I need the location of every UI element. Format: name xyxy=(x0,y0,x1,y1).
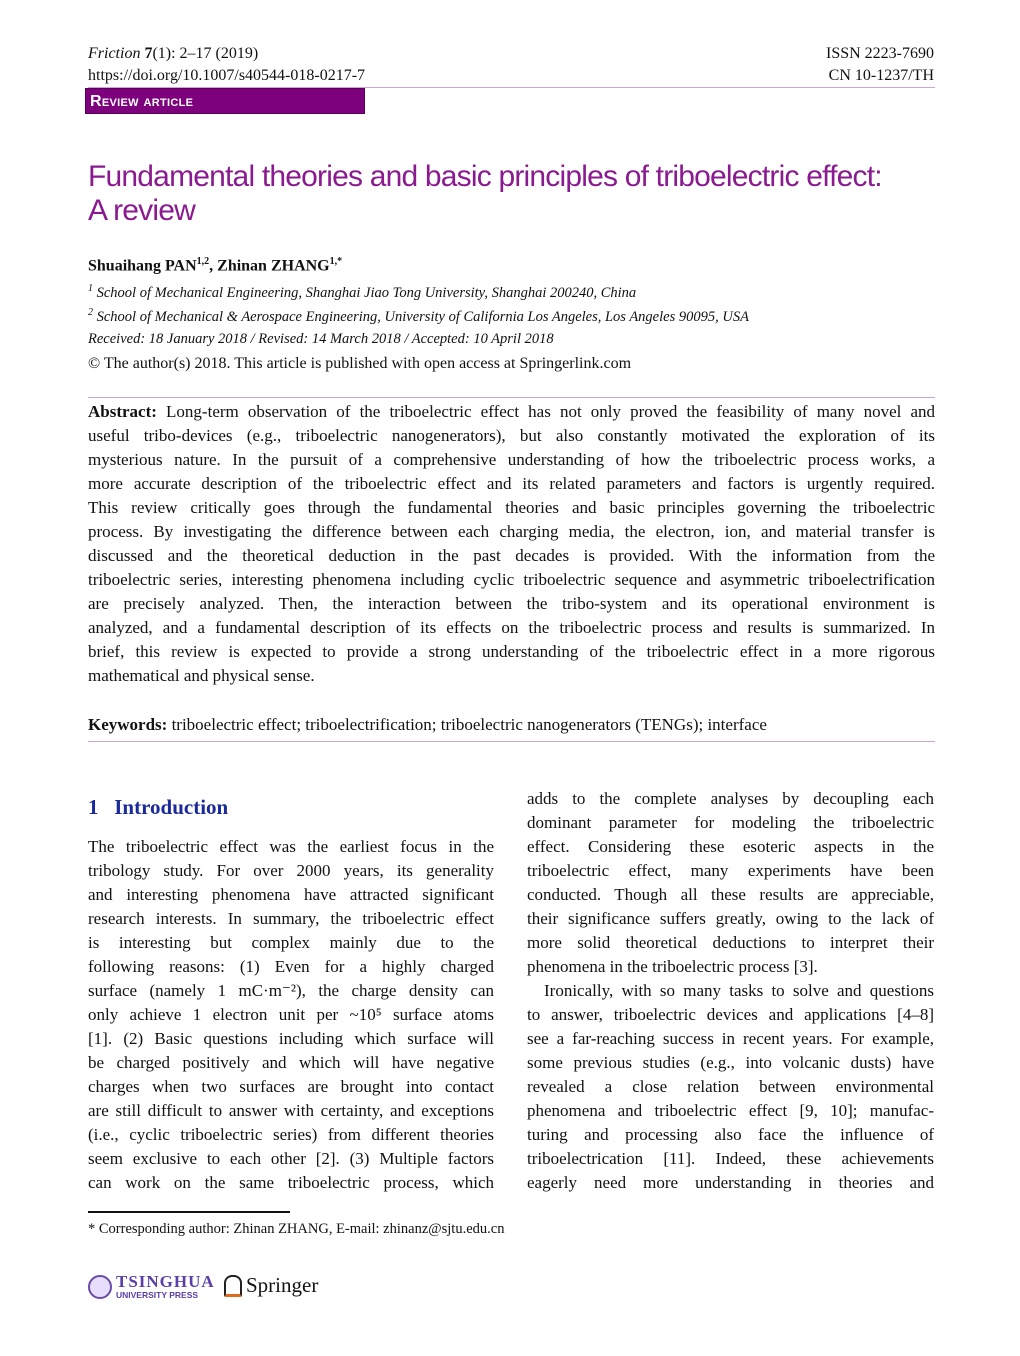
text-line: charges when two surfaces are brought into contact xyxy=(88,1077,494,1096)
text-line: triboelectrication [11]. Indeed, these achievements xyxy=(527,1149,934,1168)
springer-logo xyxy=(224,1273,318,1298)
keywords xyxy=(88,713,767,737)
author: Shuaihang PAN xyxy=(88,257,197,275)
issue-pages: (1): 2–17 (2019) xyxy=(152,45,259,62)
text-line: are still difficult to answer with certainty, and exceptions xyxy=(88,1101,494,1120)
text-line: can work on the same triboelectric process, which xyxy=(88,1173,494,1192)
article-type-badge: Review article xyxy=(85,88,365,114)
journal-name: Friction xyxy=(88,45,141,62)
text-line xyxy=(88,400,935,424)
affiliation xyxy=(88,307,749,326)
text-line: are precisely analyzed. Then, the interaction between the tribo-system and its operational environment is xyxy=(88,594,935,613)
text-line: phenomena in the triboelectric process [3]. xyxy=(527,957,818,976)
tsinghua-seal-icon xyxy=(88,1275,112,1299)
text-line: only achieve 1 electron unit per ~10⁵ surface atoms xyxy=(88,1005,494,1024)
text-line: useful tribo-devices (e.g., triboelectric nanogenerators), but also constantly motivated the exploration of its xyxy=(88,426,935,445)
text-line: is interesting but complex mainly due to the xyxy=(88,933,494,952)
abstract-text: Long-term observation of the triboelectric effect has not only proved the feasibility of many novel and xyxy=(166,402,936,421)
text-line: Ironically, with so many tasks to solve and questions xyxy=(544,981,934,1000)
text-line: following reasons: (1) Even for a highly charged xyxy=(88,957,494,976)
footnote-rule xyxy=(88,1211,290,1213)
text-line: triboelectric series, interesting phenomena including cyclic triboelectric sequence and asymmetric triboelectrification xyxy=(88,570,935,589)
text-line: mathematical and physical sense. xyxy=(88,666,315,685)
text-line: be charged positively and which will have negative xyxy=(88,1053,494,1072)
cn-number: CN 10-1237/TH xyxy=(828,67,934,84)
tsinghua-text: TSINGHUA xyxy=(116,1272,215,1291)
title-line: A review xyxy=(88,194,195,227)
springer-text: Springer xyxy=(246,1273,319,1297)
aff-text: School of Mechanical & Aerospace Engineering, University of California Los Angeles, Los Angeles 90095, USA xyxy=(96,308,749,325)
section-number: 1 xyxy=(88,795,99,819)
text-line: more accurate description of the triboelectric effect and its related parameters and factors is urgently required. xyxy=(88,474,935,493)
text-line: eagerly need more understanding in theories and xyxy=(527,1173,934,1192)
text-line: analyzed, and a fundamental description of its effects on the triboelectric process and results is summarized. In xyxy=(88,618,935,637)
text-line: phenomena and triboelectric effect [9, 10]; manufac- xyxy=(527,1101,934,1120)
text-line: more solid theoretical deductions to interpret their xyxy=(527,933,934,952)
dates: Received: 18 January 2018 / Revised: 14 March 2018 / Accepted: 10 April 2018 xyxy=(88,331,554,347)
text-line: seem exclusive to each other [2]. (3) Multiple factors xyxy=(88,1149,494,1168)
author-sup: 1,* xyxy=(329,256,343,267)
paper-title xyxy=(88,160,948,228)
text-line: (i.e., cyclic triboelectric series) from different theories xyxy=(88,1125,494,1144)
aff-text: School of Mechanical Engineering, Shanghai Jiao Tong University, Shanghai 200240, China xyxy=(96,284,637,301)
abstract-bottom-rule xyxy=(88,741,935,742)
text-line: to answer, triboelectric devices and applications [4–8] xyxy=(527,1005,934,1024)
issn: ISSN 2223-7690 xyxy=(825,45,934,62)
text-line: their significance suffers greatly, owing to the lack of xyxy=(527,909,934,928)
affiliation xyxy=(88,283,636,302)
tsinghua-wordmark xyxy=(116,1274,215,1300)
abstract-top-rule xyxy=(88,397,935,398)
text-line: adds to the complete analyses by decoupling each xyxy=(527,789,934,808)
doi-link[interactable]: https://doi.org/10.1007/s40544-018-0217-7 xyxy=(88,67,366,84)
text-line: process. By investigating the difference between each charging media, the electron, ion, and material transfer is xyxy=(88,522,935,541)
author-sup: 1,2 xyxy=(196,256,210,267)
volume: 7 xyxy=(144,45,153,62)
keywords-label: Keywords: xyxy=(88,715,168,734)
aff-sup: 1 xyxy=(88,283,93,294)
abstract-label: Abstract: xyxy=(88,402,157,421)
aff-sup: 2 xyxy=(88,307,93,318)
keywords-text: triboelectric effect; triboelectrification; triboelectric nanogenerators (TENGs); interface xyxy=(171,715,767,734)
title-line: Fundamental theories and basic principles of triboelectric effect: xyxy=(88,160,882,193)
footnote: * Corresponding author: Zhinan ZHANG, E-mail: zhinanz@sjtu.edu.cn xyxy=(88,1221,505,1237)
text-line: research interests. In summary, the triboelectric effect xyxy=(88,909,494,928)
authors: Shuaihang PAN$^{1,2}$, Zhinan $ZHANG^{1,*}$ xyxy=(88,256,343,275)
text-line: surface (namely 1 mC·m⁻²), the charge density can xyxy=(88,981,494,1000)
text-line: revealed a close relation between environmental xyxy=(527,1077,934,1096)
text-line: some previous studies (e.g., into volcanic dusts) have xyxy=(527,1053,934,1072)
text-line: effect. Considering these esoteric aspects in the xyxy=(527,837,934,856)
text-line: brief, this review is expected to provide a strong understanding of the triboelectric effect in a more rigorous xyxy=(88,642,935,661)
text-line: see a far-reaching success in recent years. For example, xyxy=(527,1029,934,1048)
springer-horse-icon xyxy=(224,1275,242,1297)
text-line: discussed and the theoretical deduction in the past decades is provided. With the information from the xyxy=(88,546,935,565)
text-line: and interesting phenomena have attracted significant xyxy=(88,885,494,904)
text-line: dominant parameter for modeling the triboelectric xyxy=(527,813,934,832)
text-line: conducted. Though all these results are appreciable, xyxy=(527,885,934,904)
text-line: turing and processing also face the influence of xyxy=(527,1125,934,1144)
text-line: triboelectric effect, many experiments have been xyxy=(527,861,934,880)
author: Zhinan ZHANG xyxy=(217,257,330,275)
text-line: mysterious nature. In the pursuit of a comprehensive understanding of how the triboelectric process works, a xyxy=(88,450,935,469)
tsinghua-subtext: UNIVERSITY PRESS xyxy=(116,1290,199,1300)
tsinghua-logo xyxy=(88,1274,215,1300)
copyright: © The author(s) 2018. This article is published with open access at Springerlink.com xyxy=(88,355,632,372)
text-line: The triboelectric effect was the earliest focus in the xyxy=(88,837,494,856)
section-heading xyxy=(88,795,228,820)
section-title: Introduction xyxy=(114,795,229,819)
text-line: [1]. (2) Basic questions including which surface will xyxy=(88,1029,494,1048)
journal-citation xyxy=(88,44,258,64)
text-line: tribology study. For over 2000 years, its generality xyxy=(88,861,494,880)
text-line: This review critically goes through the fundamental theories and basic principles governing the triboelectric xyxy=(88,498,935,517)
